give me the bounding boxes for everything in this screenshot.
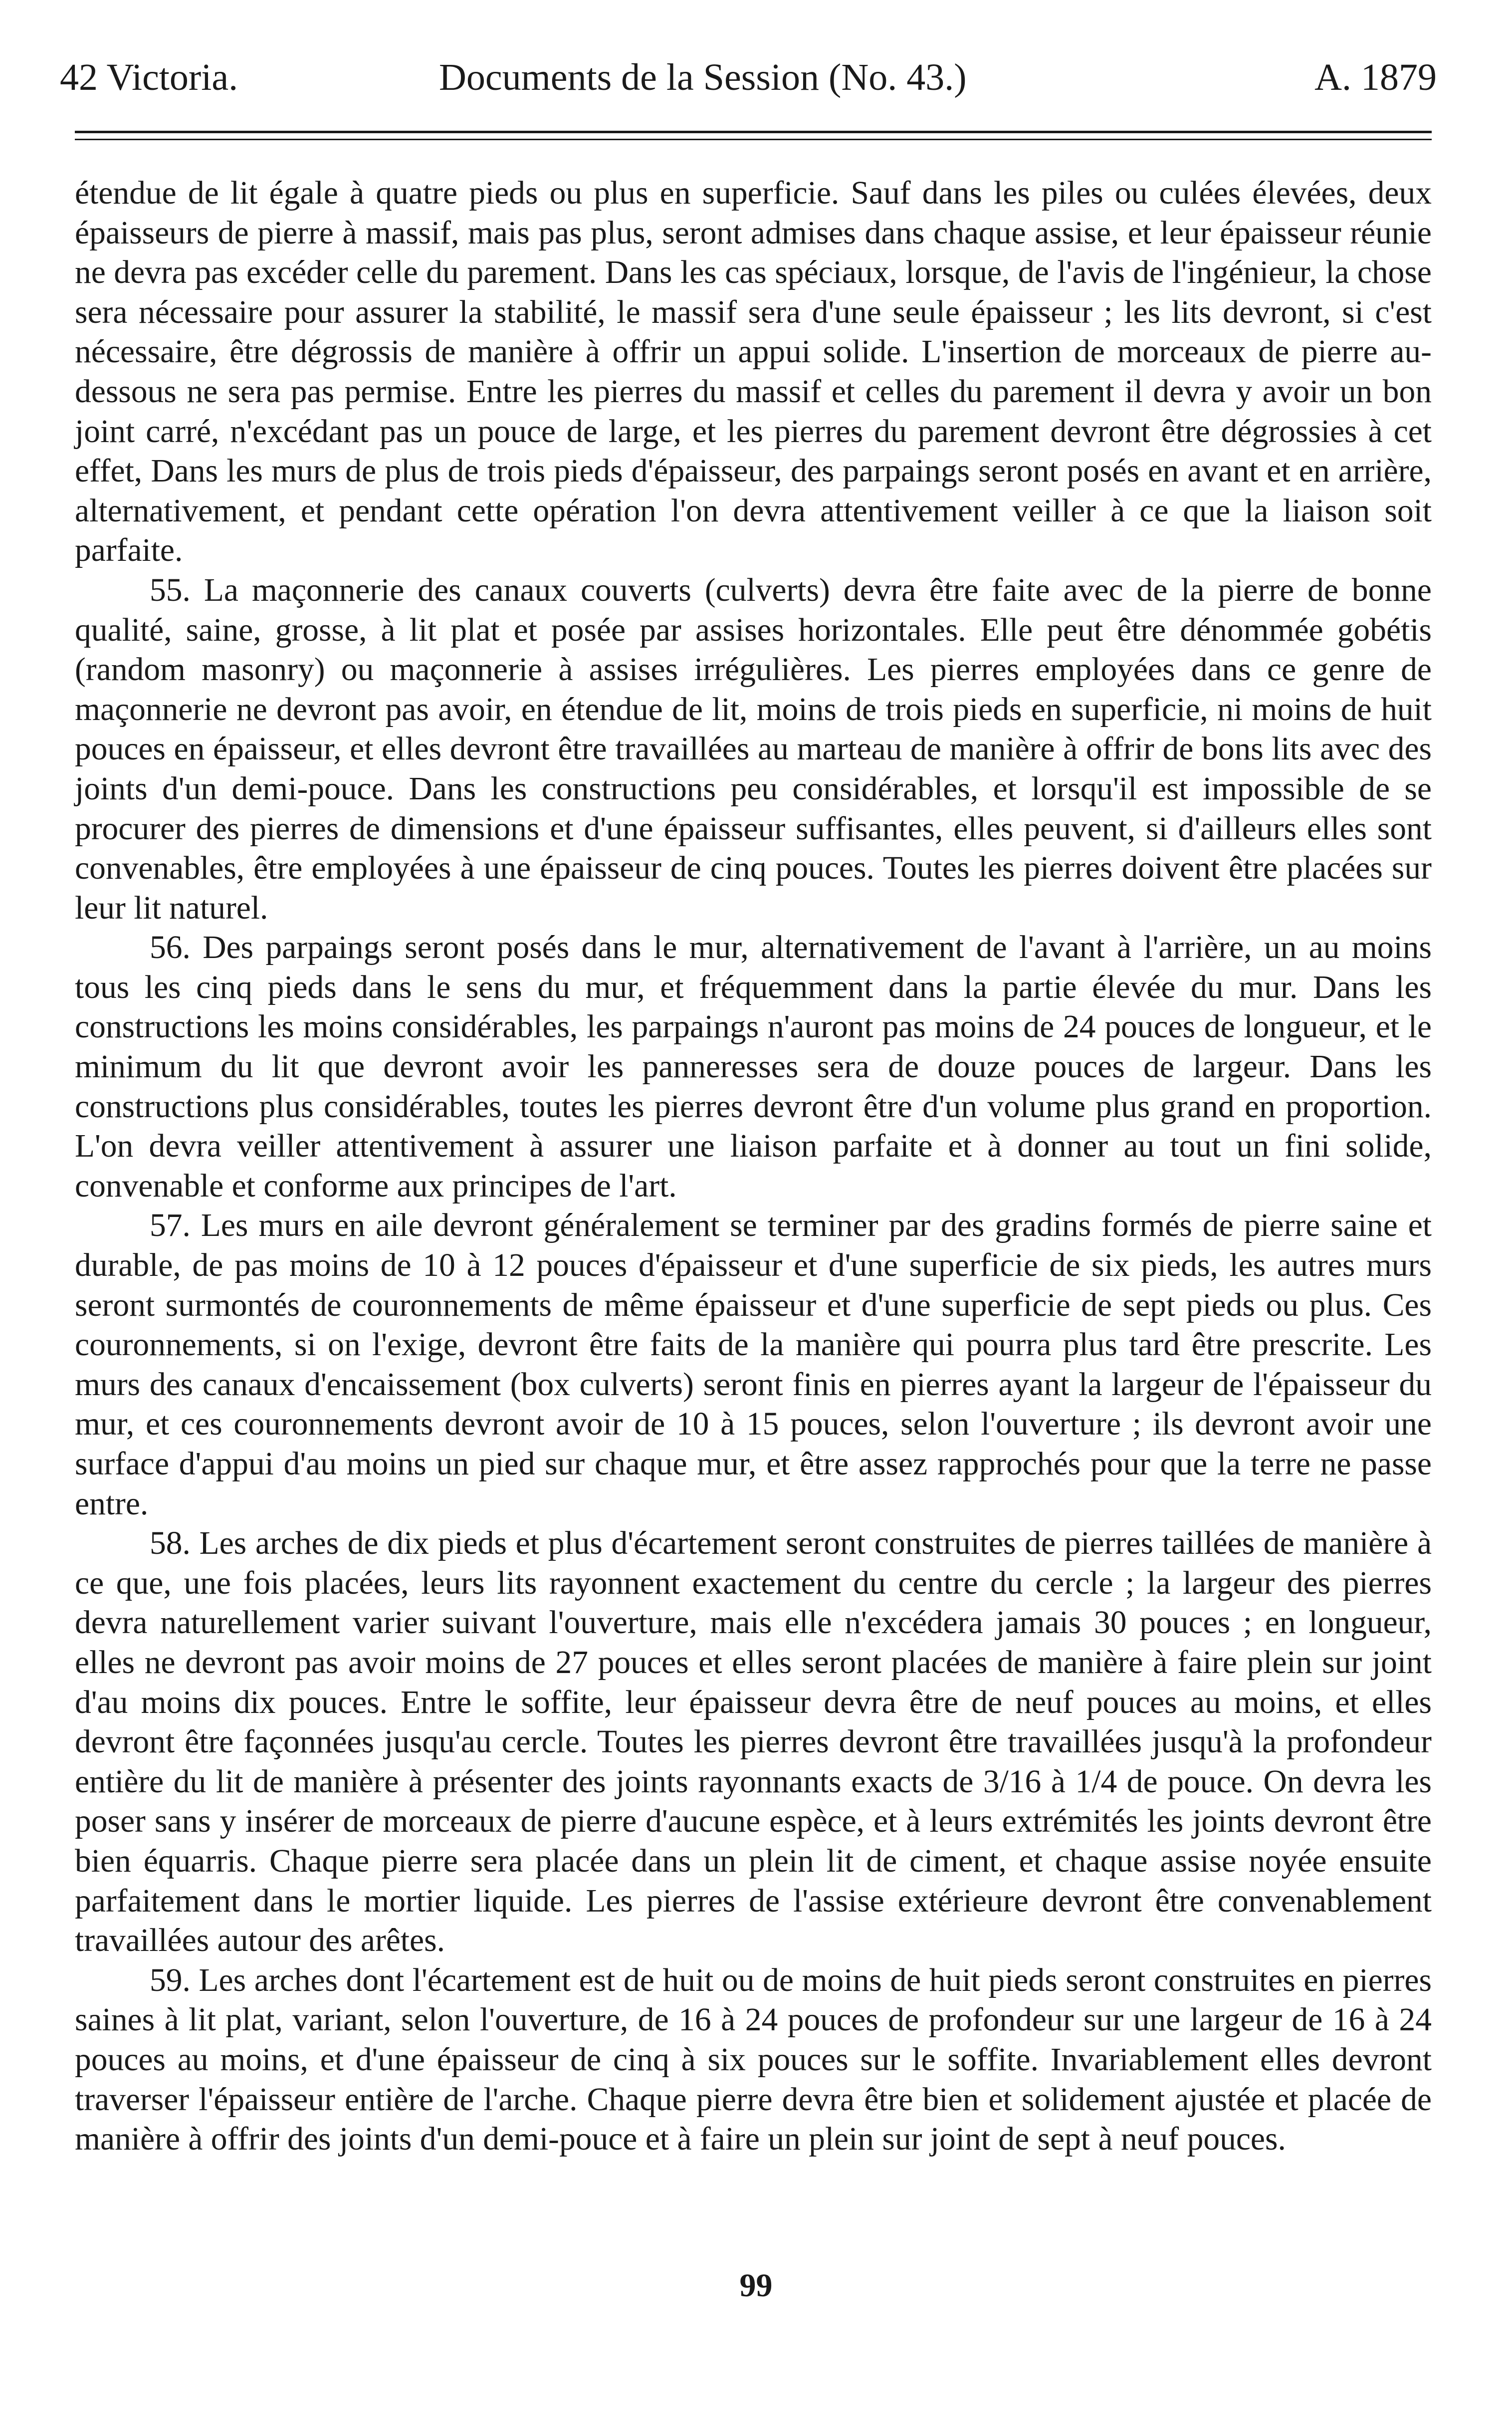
paragraph-number: 58.	[150, 1525, 191, 1562]
paragraph-58	[75, 1524, 1432, 1961]
paragraph-55	[75, 571, 1432, 928]
body-text	[75, 174, 1432, 2160]
paragraph-number: 55.	[150, 572, 191, 608]
paragraph-continued	[75, 174, 1432, 571]
paragraph-57	[75, 1206, 1432, 1524]
page-number: 99	[739, 2267, 773, 2304]
paragraph-59	[75, 1961, 1432, 2160]
header-year: A. 1879	[1314, 56, 1437, 98]
paragraph-56	[75, 928, 1432, 1206]
header-rule-thick	[75, 131, 1432, 133]
header-volume: 42 Victoria.	[60, 56, 238, 98]
paragraph-text: Les arches dont l'écartement est de huit ou de moins de huit pieds seront construites en pierres saines à lit plat, variant, selon l'ouverture, de 16 à 24 pouces de profondeur sur une largeur de 16 à 24 pouces au moins, et d'une épaisseur de cinq à six pouces sur le soffite. Invariablement elles devront traverser l'épaisseur entière de l'arche. Chaque pierre devra être bien et solidement ajustée et placée de manière à offrir des joints d'un demi-pouce et à faire un plein sur joint de sept à neuf pouces.	[75, 1962, 1432, 2158]
running-header	[60, 50, 1447, 105]
paragraph-text: La maçonnerie des canaux couverts (culverts) devra être faite avec de la pierre de bonne qualité, saine, grosse, à lit plat et posée par assises horizontales. Elle peut être dénommée gobétis (random masonry) ou maçonnerie à assises irrégulières. Les pierres employées dans ce genre de maçonnerie ne devront pas avoir, en étendue de lit, moins de trois pieds en superficie, ni moins de huit pouces en épaisseur, et elles devront être travaillées au marteau de manière à offrir de bons lits avec des joints d'un demi-pouce. Dans les constructions peu considérables, et lorsqu'il est impossible de se procurer des pierres de dimensions et d'une épaisseur suffisantes, elles peuvent, si d'ailleurs elles sont convenables, être employées à une épaisseur de cinq pouces. Toutes les pierres doivent être placées sur leur lit naturel.	[75, 572, 1432, 926]
paragraph-text: étendue de lit égale à quatre pieds ou plus en superficie. Sauf dans les piles ou culées élevées, deux épaisseurs de pierre à massif, mais pas plus, seront admises dans chaque assise, et leur épaisseur réunie ne devra pas excéder celle du parement. Dans les cas spéciaux, lorsque, de l'avis de l'ingénieur, la chose sera nécessaire pour assurer la stabilité, le massif sera d'une seule épaisseur ; les lits devront, si c'est nécessaire, être dégrossis de manière à offrir un appui solide. L'insertion de morceaux de pierre au-dessous ne sera pas permise. Entre les pierres du massif et celles du parement il devra y avoir un bon joint carré, n'excédant pas un pouce de large, et les pierres du parement devront être dégrossies à cet effet, Dans les murs de plus de trois pieds d'épaisseur, des parpaings seront posés en avant et en arrière, alternativement, et pendant cette opération l'on devra attentivement veiller à ce que la liaison soit parfaite.	[75, 175, 1432, 569]
paragraph-number: 59.	[150, 1962, 191, 1998]
paragraph-number: 56.	[150, 930, 191, 966]
paragraph-number: 57.	[150, 1208, 191, 1244]
paragraph-text: Les arches de dix pieds et plus d'écartement seront construites de pierres taillées de manière à ce que, une fois placées, leurs lits rayonnent exactement du centre du cercle ; la largeur des pierres devra naturellement varier suivant l'ouverture, mais elle n'excédera jamais 30 pouces ; en longueur, elles ne devront pas avoir moins de 27 pouces et elles seront placées de manière à faire plein sur joint d'au moins dix pouces. Entre le soffite, leur épaisseur devra être de neuf pouces au moins, et elles devront être façonnées jusqu'au cercle. Toutes les pierres devront être travaillées jusqu'à la profondeur entière du lit de manière à présenter des joints rayonnants exacts de 3/16 à 1/4 de pouce. On devra les poser sans y insérer de morceaux de pierre d'aucune espèce, et à leurs extrémités les joints devront être bien équarris. Chaque pierre sera placée dans un plein lit de ciment, et chaque assise noyée ensuite parfaitement dans le mortier liquide. Les pierres de l'assise extérieure devront être convenablement travaillées autour des arêtes.	[75, 1525, 1432, 1959]
header-rule-thin	[75, 139, 1432, 140]
paragraph-text: Des parpaings seront posés dans le mur, alternativement de l'avant à l'arrière, un au moins tous les cinq pieds dans le sens du mur, et fréquemment dans la partie élevée du mur. Dans les constructions les moins considérables, les parpaings n'auront pas moins de 24 pouces de longueur, et le minimum du lit que devront avoir les panneresses sera de douze pouces de largeur. Dans les constructions plus considérables, toutes les pierres devront être d'un volume plus grand en proportion. L'on devra veiller attentivement à assurer une liaison parfaite et à donner au tout un fini solide, convenable et conforme aux principes de l'art.	[75, 930, 1432, 1204]
paragraph-text: Les murs en aile devront généralement se terminer par des gradins formés de pierre saine et durable, de pas moins de 10 à 12 pouces d'épaisseur et d'une superficie de six pieds, les autres murs seront surmontés de couronnements de même épaisseur et d'une superficie de sept pieds ou plus. Ces couronnements, si on l'exige, devront être faits de la manière qui pourra plus tard être prescrite. Les murs des canaux d'encaissement (box culverts) seront finis en pierres ayant la largeur de l'épaisseur du mur, et ces couronnements devront avoir de 10 à 15 pouces, selon l'ouverture ; ils devront avoir une surface d'appui d'au moins un pied sur chaque mur, et être assez rapprochés pour que la terre ne passe entre.	[75, 1208, 1432, 1522]
header-title: Documents de la Session (No. 43.)	[439, 56, 967, 98]
